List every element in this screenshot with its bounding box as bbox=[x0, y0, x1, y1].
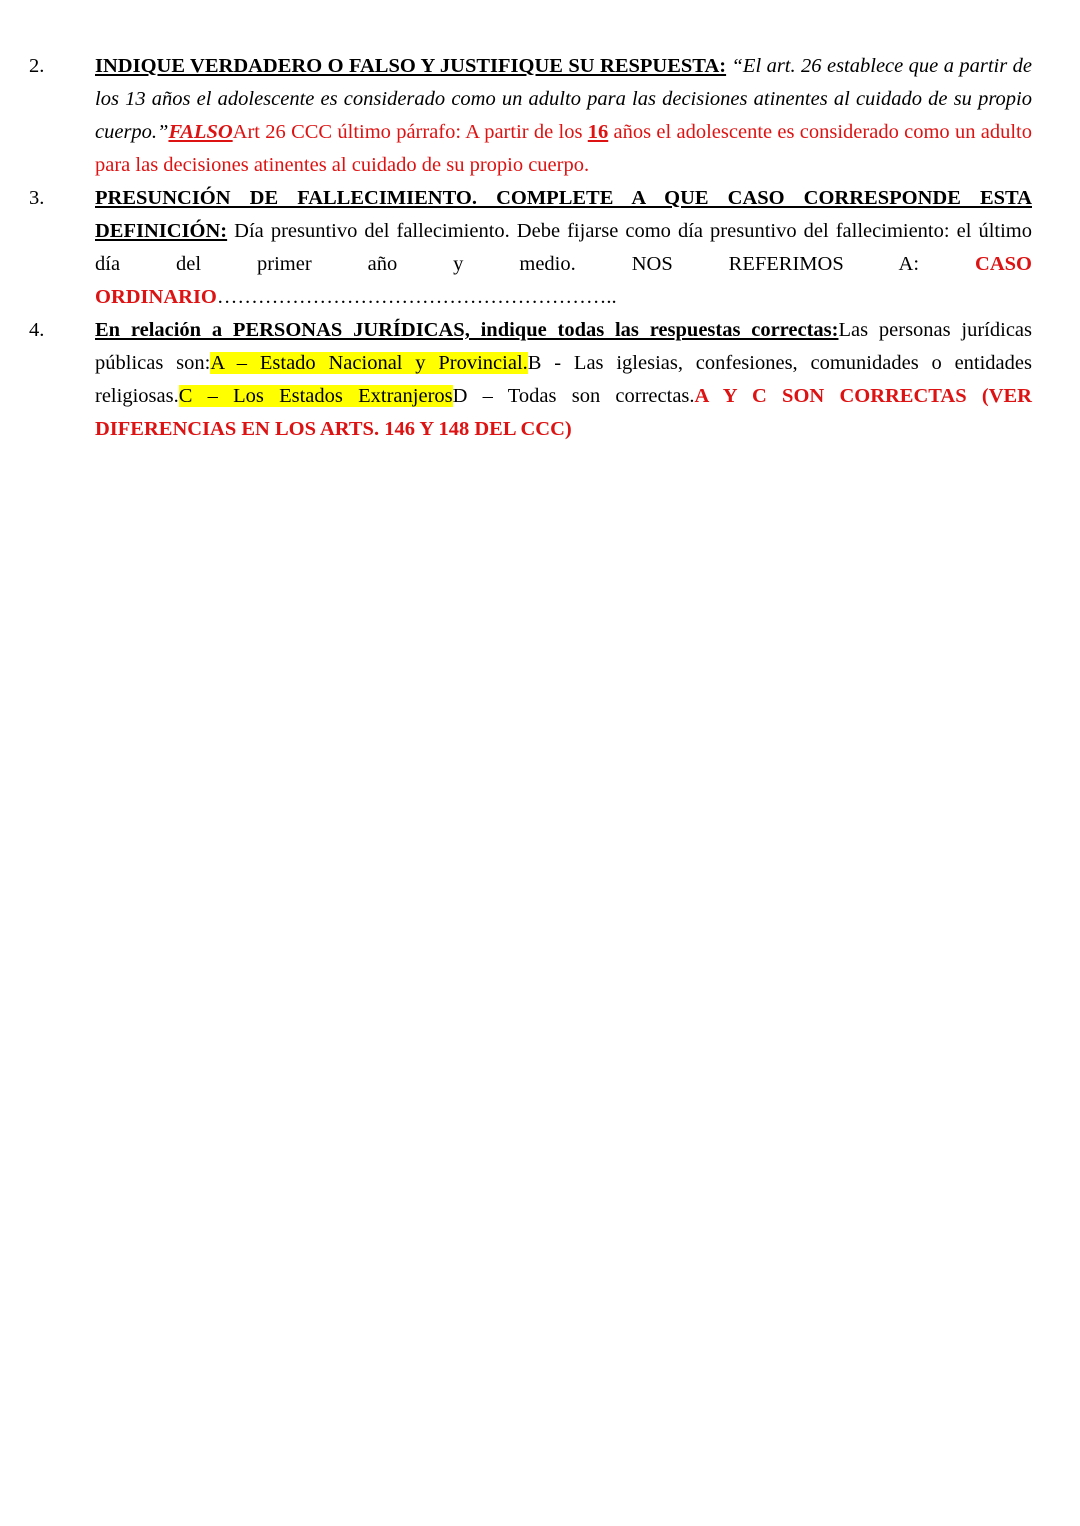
text-run: C – Los Estados Extranjeros bbox=[178, 385, 453, 407]
text-run: En relación a PERSONAS JURÍDICAS, indique todas las respuestas correctas: bbox=[95, 319, 839, 341]
list-item-paragraph bbox=[29, 314, 1033, 446]
list-item bbox=[29, 314, 1033, 446]
text-run: ………………………………………………….. bbox=[216, 286, 617, 308]
text-run: B - Las iglesias, confesiones, comunidades o entidades religiosas. bbox=[95, 352, 1032, 407]
list-item-number: 2. bbox=[29, 55, 45, 77]
text-run: 16 bbox=[587, 121, 609, 143]
text-run: Las personas jurídicas públicas son: bbox=[95, 319, 1033, 374]
list-item bbox=[29, 182, 1032, 314]
list-item-paragraph bbox=[29, 182, 1032, 314]
text-run: FALSO bbox=[168, 121, 233, 143]
text-run: INDIQUE VERDADERO O FALSO Y JUSTIFIQUE SU RESPUESTA: bbox=[95, 55, 727, 77]
list-item-number: 4. bbox=[29, 319, 45, 341]
list-item-paragraph bbox=[29, 50, 1032, 182]
text-run: A – Estado Nacional y Provincial. bbox=[210, 352, 528, 374]
text-run: D – Todas son correctas. bbox=[452, 385, 695, 407]
list-item-number: 3. bbox=[29, 187, 45, 209]
text-run: Día presuntivo del fallecimiento. Debe fijarse como día presuntivo del fallecimiento: el último día del primer año y medio. NOS REFERIMOS A: bbox=[95, 220, 1032, 275]
list-item bbox=[29, 50, 1032, 182]
document-list bbox=[29, 50, 1033, 446]
text-run: Art 26 CCC último párrafo: A partir de los bbox=[232, 121, 588, 143]
text-run: PRESUNCIÓN DE FALLECIMIENTO. COMPLETE A QUE CASO CORRESPONDE ESTA DEFINICIÓN: bbox=[95, 187, 1032, 242]
text-run: “El art. 26 establece que a partir de los 13 años el adolescente es considerado como un adulto para las decisiones atinentes al cuidado de su propio cuerpo.” bbox=[95, 55, 1032, 143]
text-run: A Y C SON CORRECTAS (VER DIFERENCIAS EN LOS ARTS. 146 Y 148 DEL CCC) bbox=[95, 385, 1032, 440]
text-run: CASO ORDINARIO bbox=[95, 253, 1032, 308]
text-run: años el adolescente es considerado como un adulto para las decisiones atinentes al cuidado de su propio cuerpo. bbox=[95, 121, 1032, 176]
